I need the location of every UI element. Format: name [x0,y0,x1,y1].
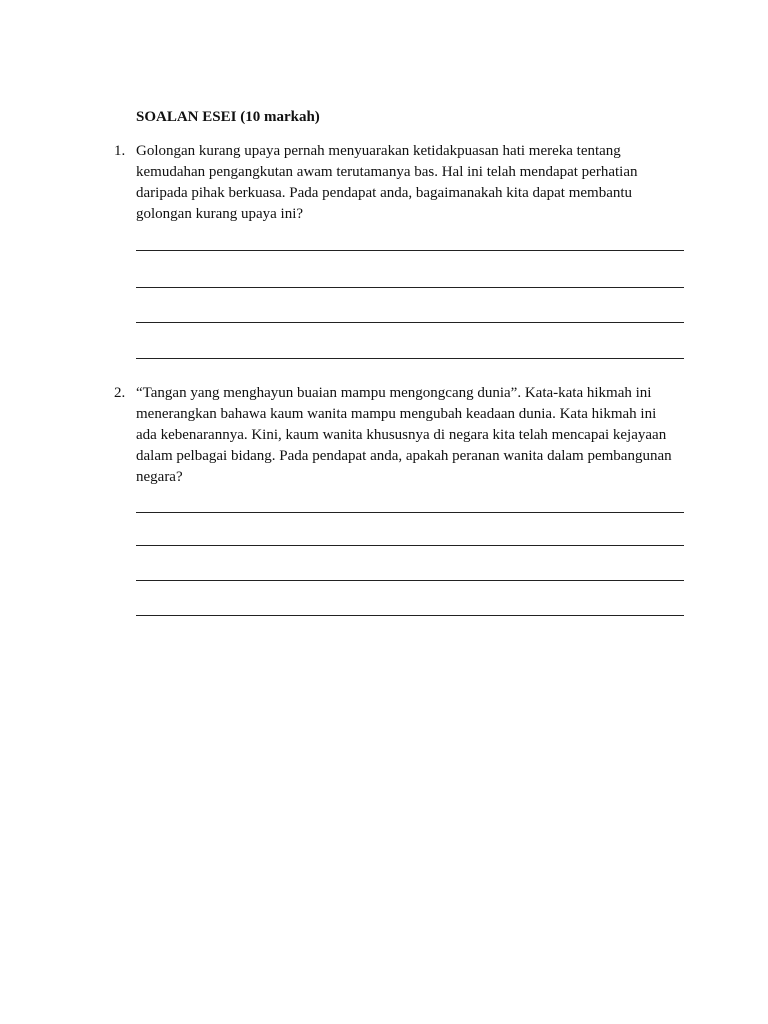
question-text [136,383,696,488]
question-text-line: daripada pihak berkuasa. Pada pendapat anda, bagaimanakah kita dapat membantu [136,185,633,201]
question-text [136,141,696,225]
question-text-line: “Tangan yang menghayun buaian mampu mengongcang dunia”. Kata-kata hikmah ini [136,385,652,401]
question-text-line: ada kebenarannya. Kini, kaum wanita khususnya di negara kita telah mencapai kejayaan [136,427,667,443]
question-text-line: menerangkan bahawa kaum wanita mampu mengubah keadaan dunia. Kata hikmah ini [136,406,657,422]
question-number: 2. [114,385,126,401]
question-number: 1. [114,143,126,159]
question-text-line: kemudahan pengangkutan awam terutamanya bas. Hal ini telah mendapat perhatian [136,164,638,180]
question-text-line: negara? [136,469,183,485]
answer-line[interactable] [136,250,684,251]
question-text-line: golongan kurang upaya ini? [136,206,304,222]
answer-line[interactable] [136,358,684,359]
section-title: SOALAN ESEI (10 markah) [136,109,320,125]
answer-line[interactable] [136,512,684,513]
answer-line[interactable] [136,322,684,323]
question-text-line: Golongan kurang upaya pernah menyuarakan ketidakpuasan hati mereka tentang [136,143,621,159]
answer-line[interactable] [136,615,684,616]
answer-line[interactable] [136,545,684,546]
answer-line[interactable] [136,580,684,581]
answer-line[interactable] [136,287,684,288]
question-text-line: dalam pelbagai bidang. Pada pendapat anda, apakah peranan wanita dalam pembangunan [136,448,672,464]
